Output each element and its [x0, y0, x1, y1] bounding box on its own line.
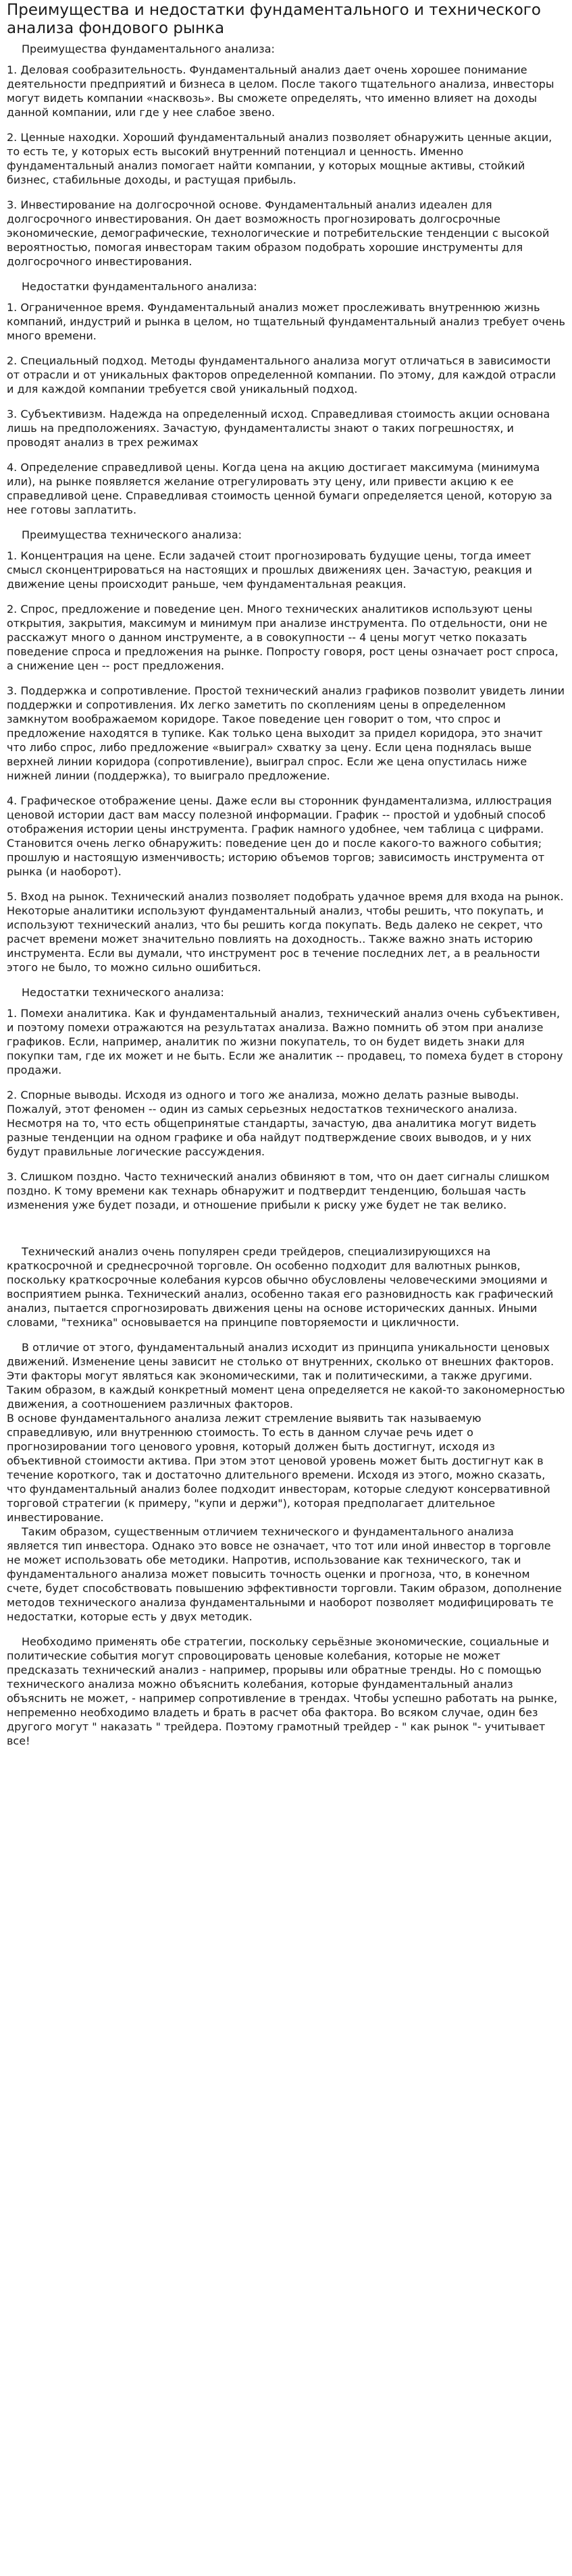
tech-pros-item: 3. Поддержка и сопротивление. Простой технический анализ графиков позволит увидеть линии поддержки и сопротивления. Их легко заметить по скоплениям цены в определенном замкнутом воображаемом коридоре. Такое поведение цен говорит о том, что спрос и предложение находятся в тупике. Как только цена выходит за придел коридора, это значит что либо спрос, либо предложение «выиграл» схватку за цену. Если цена поднялась выше верхней линии коридора (сопротивление), выиграл спрос. Если же цена опустилась ниже нижней линии (поддержка), то выиграло предложение. — [7, 684, 565, 782]
tech-pros-item: 1. Концентрация на цене. Если задачей стоит прогнозировать будущие цены, тогда имеет смысл сконцентрироваться на настоящих и прошлых движениях цен. Зачастую, реакция и движение цены происходит раньше, чем фундаментальная реакция. — [7, 549, 532, 591]
tech-pros-heading: Преимущества технического анализа: — [22, 528, 242, 541]
fund-pros-item: 2. Ценные находки. Хороший фундаментальный анализ позволяет обнаружить ценные акции, то есть те, у которых есть высокий внутренний потенциал и ценность. Именно фундаментальный анализ помогает найти компании, у которых мощные активы, стойкий бизнес, стабильные доходы, и растущая прибыль. — [7, 131, 552, 186]
tech-pros-item: 5. Вход на рынок. Технический анализ позволяет подобрать удачное время для входа на рынок. Некоторые аналитики используют фундаментальный анализ, чтобы решить, что покупать, и используют технический анализ, что бы решить когда покупать. Ведь далеко не секрет, что расчет времени может значительно повлиять на доходность.. Также важно знать историю инструмента. Если вы думали, что инструмент рос в течение последних лет, а в реальности этого не было, то можно сильно ошибиться. — [7, 890, 564, 974]
tech-pros-item: 2. Спрос, предложение и поведение цен. Много технических аналитиков используют цены открытия, закрытия, максимум и минимум при анализе инструмента. По отдельности, они не расскажут много о данном инструменте, а в совокупности -- 4 цены могут четко показать поведение спроса и предложения на рынке. Попросту говоря, рост цены означает рост спроса, а снижение цен -- рост предложения. — [7, 603, 558, 672]
article-title: Преимущества и недостатки фундаментального и технического анализа фондового рынка — [7, 1, 541, 37]
fund-pros-heading: Преимущества фундаментального анализа: — [22, 43, 275, 55]
conclusion-paragraph: Таким образом, существенным отличием технического и фундаментального анализа является тип инвестора. Однако это вовсе не означает, что тот или иной инвестор в торговле не может использовать обе методики. Напротив, использование как технического, так и фундаментального анализа может повысить точность оценки и прогноза, что, в конечном счете, будет способствовать повышению эффективности торговли. Таким образом, дополнение методов технического анализа фундаментальными и наоборот позволяет модифицировать те недостатки, которые есть у двух методик. — [7, 1525, 562, 1623]
fund-cons-item: 3. Субъективизм. Надежда на определенный исход. Справедливая стоимость акции основана лишь на предположениях. Зачастую, фундаменталисты знают о таких погрешностях, и проводят анализ в трех режимах — [7, 408, 550, 449]
fund-cons-item: 2. Специальный подход. Методы фундаментального анализа могут отличаться в зависимости от отрасли и от уникальных факторов определенной компании. По этому, для каждой отрасли и для каждой компании требуется свой уникальный подход. — [7, 354, 556, 395]
section-spacer — [7, 1223, 565, 1244]
conclusion-paragraph: Технический анализ очень популярен среди трейдеров, специализирующихся на краткосрочной и среднесрочной торговле. Он особенно подходит для валютных рынков, поскольку краткосрочные колебания курсов обычно обусловлены человеческими эмоциями и восприятием рынка. Технический анализ, особенно такая его разновидность как графический анализ, пытается спрогнозировать движения цены на основе исторических данных. Иными словами, "техника" основывается на принципе повторяемости и цикличности. — [7, 1245, 554, 1329]
conclusion-paragraph: В основе фундаментального анализа лежит стремление выявить так называемую справедливую, или внутреннюю стоимость. То есть в данном случае речь идет о прогнозировании того ценового уровня, который должен быть достигнут, исходя из объективной стоимости актива. При этом этот ценовой уровень может быть достигнут как в течение короткого, так и достаточно длительного времени. Исходя из этого, можно сказать, что фундаментальный анализ более подходит инвесторам, которые следуют консервативной торговой стратегии (к примеру, "купи и держи"), которая предполагает длительное инвестирование. — [7, 1412, 550, 1524]
conclusion-paragraph: Необходимо применять обе стратегии, поскольку серьёзные экономические, социальные и политические события могут спровоцировать ценовые колебания, которые не может предсказать технический анализ - например, прорывы или обратные тренды. Но с помощью технического анализа можно объяснить колебания, которые фундаментальный анализ объяснить не может, - например сопротивление в трендах. Чтобы успешно работать на рынке, непременно необходимо владеть и брать в расчет оба фактора. Во всяком случае, один без другого могут " наказать " трейдера. Поэтому грамотный трейдер - " как рынок "- учитывает все! — [7, 1635, 558, 1747]
fund-pros-item: 3. Инвестирование на долгосрочной основе. Фундаментальный анализ идеален для долгосрочного инвестирования. Он дает возможность прогнозировать долгосрочные экономические, демографические, технологические и потребительские тенденции с высокой вероятностью, помогая инвесторам таким образом подобрать хорошие инструменты для долгосрочного инвестирования. — [7, 198, 550, 268]
fund-pros-item: 1. Деловая сообразительность. Фундаментальный анализ дает очень хорошее понимание деятельности предприятий и бизнеса в целом. После такого тщательного анализа, инвесторы могут видеть компании «насквозь». Вы сможете определять, что именно влияет на доходы данной компании, или где у нее слабое звено. — [7, 63, 554, 119]
fund-cons-item: 4. Определение справедливой цены. Когда цена на акцию достигает максимума (минимума или), на рынке появляется желание отрегулировать эту цену, или привести акцию к ее справедливой цене. Справедливая стоимость ценной бумаги определяется ценой, которую за нее готовы заплатить. — [7, 461, 552, 516]
tech-cons-heading: Недостатки технического анализа: — [22, 986, 224, 999]
tech-cons-item: 1. Помехи аналитика. Как и фундаментальный анализ, технический анализ очень субъективен, и поэтому помехи отражаются на результатах анализа. Важно помнить об этом при анализе графиков. Если, например, аналитик по жизни покупатель, то он будет видеть знаки для покупки там, где их может и не быть. Если же аналитик -- продавец, то помеха будет в сторону продажи. — [7, 1007, 563, 1076]
fund-cons-item: 1. Ограниченное время. Фундаментальный анализ может прослеживать внутреннюю жизнь компаний, индустрий и рынка в целом, но тщательный фундаментальный анализ требует очень много времени. — [7, 301, 565, 342]
conclusion-paragraph: В отличие от этого, фундаментальный анализ исходит из принципа уникальности ценовых движений. Изменение цены зависит не столько от внутренних, сколько от внешних факторов. Эти факторы могут являться как экономическими, так и политическими, а также другими. Таким образом, в каждый конкретный момент цена определяется не какой-то закономерностью движения, а соотношением различных факторов. — [7, 1341, 565, 1410]
fund-cons-heading: Недостатки фундаментального анализа: — [22, 280, 257, 293]
tech-pros-item: 4. Графическое отображение цены. Даже если вы сторонник фундаментализма, иллюстрация ценовой истории даст вам массу полезной информации. График -- простой и удобный способ отображения истории цены инструмента. График намного удобнее, чем таблица с цифрами. Становится очень легко обнаружить: поведение цен до и после какого-то важного события; прошлую и настоящую изменчивость; историю объемов торгов; зависимость инструмента от рынка (и наоборот). — [7, 794, 552, 878]
tech-cons-item: 2. Спорные выводы. Исходя из одного и того же анализа, можно делать разные выводы. Пожалуй, этот феномен -- один из самых серьезных недостатков технического анализа. Несмотря на то, что есть общепринятые стандарты, зачастую, два аналитика могут видеть разные тенденции на одном графике и оба найдут подтверждение своих выводов, и у них будут правильные логические рассуждения. — [7, 1089, 537, 1158]
tech-cons-item: 3. Слишком поздно. Часто технический анализ обвиняют в том, что он дает сигналы слишком поздно. К тому времени как технарь обнаружит и подтвердит тенденцию, большая часть изменения уже будет позади, и отношение прибыли к риску уже будет не так велико. — [7, 1170, 550, 1211]
